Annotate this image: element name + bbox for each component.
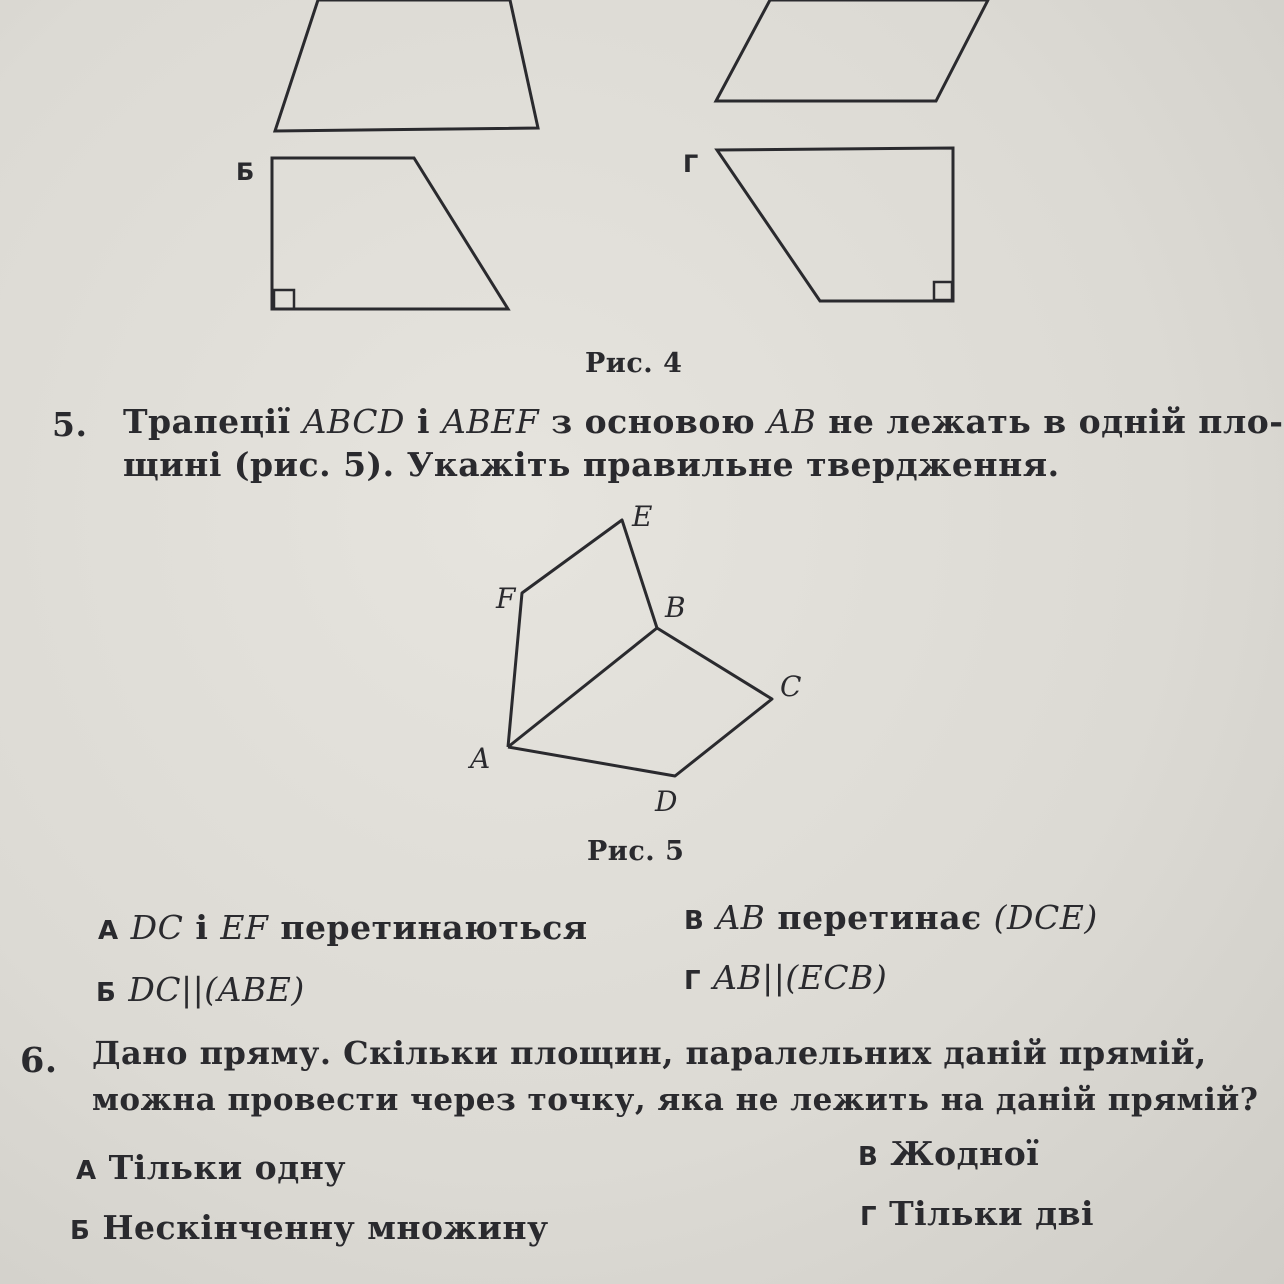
option-letter: Г [684, 966, 702, 996]
fig4-triangle [275, 0, 538, 131]
q5-number: 5. [52, 405, 88, 444]
q5-option-g [684, 958, 887, 997]
fig5-label-d: D [655, 785, 678, 818]
fig4-trapezoid-b [272, 158, 508, 309]
option-letter: А [76, 1156, 97, 1186]
figure-4-caption: Рис. 4 [585, 348, 683, 379]
option-text: Тільки одну [108, 1148, 346, 1187]
q6-option-b [70, 1208, 549, 1247]
option-text: Нескінченну множину [102, 1208, 549, 1247]
option-text: перетинає [765, 898, 994, 937]
option-expr: DC||(ABE) [128, 970, 305, 1009]
fig4-label-b: Б [236, 158, 255, 186]
option-expr: EF [220, 908, 269, 947]
q5-text-part: і [405, 402, 443, 441]
q6-text-line1: Дано пряму. Скільки площин, паралельних даній прямій, [92, 1034, 1207, 1072]
q6-number: 6. [20, 1040, 58, 1081]
q5-option-a [98, 908, 588, 947]
fig4-right-angle-b [274, 290, 294, 309]
q5-abef: ABEF [442, 402, 540, 441]
q5-option-b [96, 970, 305, 1009]
q5-text-part: Трапеції [123, 402, 303, 441]
fig5-edge-ab [508, 628, 657, 747]
q5-text-part: не лежать в одній пло- [816, 402, 1284, 441]
option-letter: В [684, 906, 705, 936]
figure-5-caption: Рис. 5 [587, 836, 685, 867]
q5-abcd: ABCD [302, 402, 406, 441]
option-text: і [183, 908, 221, 947]
fig4-right-angle-g [934, 282, 952, 300]
option-letter: Г [860, 1202, 878, 1232]
fig5-label-b: B [665, 591, 687, 624]
q6-option-a [76, 1148, 346, 1187]
q5-text-line2: щині (рис. 5). Укажіть правильне твердження. [123, 445, 1060, 484]
q6-option-g [860, 1194, 1094, 1233]
q6-option-v [858, 1134, 1039, 1173]
fig5-label-c: C [780, 670, 802, 703]
fig5-label-f: F [496, 582, 516, 615]
fig4-trapezoid-g [717, 148, 953, 301]
fig5-trapezoid-abcd [508, 628, 772, 776]
option-expr: DC [130, 908, 184, 947]
option-expr: (DCE) [993, 898, 1098, 937]
q5-ab: AB [767, 402, 817, 441]
option-expr: AB [716, 898, 766, 937]
q5-text-line1 [123, 402, 1283, 441]
option-text: Тільки дві [889, 1194, 1095, 1233]
fig4-parallelogram [716, 0, 988, 101]
q6-text-line2: можна провести через точку, яка не лежить на даній прямій? [92, 1082, 1259, 1118]
fig5-label-e: E [632, 500, 653, 533]
option-letter: Б [96, 978, 117, 1008]
option-expr: AB||(ECB) [713, 958, 888, 997]
option-text: перетинаються [268, 908, 588, 947]
fig5-label-a: A [470, 742, 491, 775]
fig4-label-g: Г [683, 150, 699, 178]
fig5-trapezoid-abef [508, 520, 657, 747]
q5-text-part: з основою [539, 402, 768, 441]
q5-option-v [684, 898, 1098, 937]
option-letter: В [858, 1142, 879, 1172]
option-text: Жодної [890, 1134, 1040, 1173]
option-letter: А [98, 916, 119, 946]
option-letter: Б [70, 1216, 91, 1246]
